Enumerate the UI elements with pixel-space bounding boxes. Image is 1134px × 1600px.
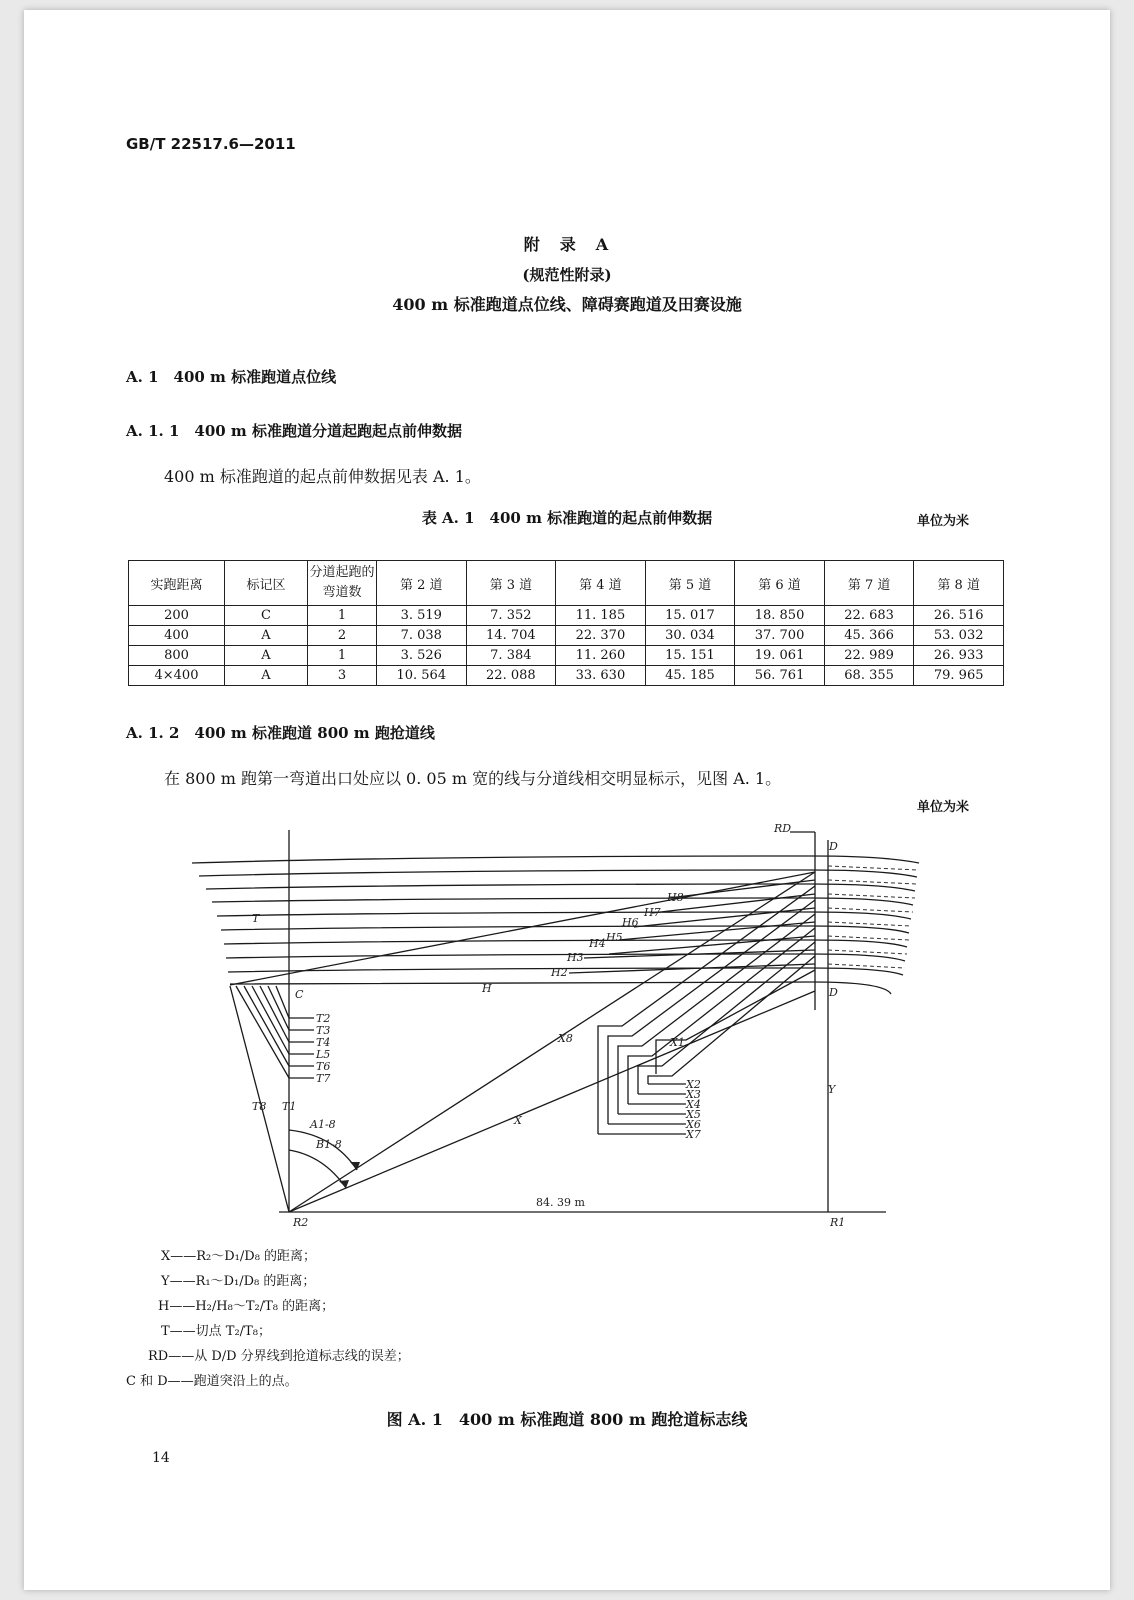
label-x8: X8 — [558, 1032, 573, 1045]
table-cell: 1 — [308, 606, 377, 626]
table-header: 分道起跑的弯道数 — [308, 561, 377, 606]
label-h3: H3 — [567, 951, 584, 964]
label-t4: T4 — [316, 1036, 331, 1049]
table-cell: 2 — [308, 626, 377, 646]
section-a12-text: 在 800 m 跑第一弯道出口处应以 0. 05 m 宽的线与分道线相交明显标示，见图 A. 1。 — [164, 769, 782, 788]
table-cell: 18. 850 — [735, 606, 825, 626]
table-header: 第 2 道 — [377, 561, 467, 606]
label-d-top: D — [829, 840, 838, 853]
table-header: 第 7 道 — [824, 561, 914, 606]
label-d-bottom: D — [829, 986, 838, 999]
figure-caption: 图 A. 1 400 m 标准跑道 800 m 跑抢道标志线 — [386, 1410, 748, 1429]
table-cell: A — [225, 646, 308, 666]
table-cell: 26. 516 — [914, 606, 1004, 626]
legend-item: C 和 D——跑道突沿上的点。 — [126, 1374, 298, 1389]
table-cell: 33. 630 — [556, 666, 646, 686]
table-cell: 200 — [129, 606, 225, 626]
label-t3: T3 — [316, 1024, 331, 1037]
table-header: 标记区 — [225, 561, 308, 606]
label-angle-a: A1-8 — [310, 1118, 336, 1131]
table-cell: 7. 352 — [466, 606, 556, 626]
label-t6: T6 — [316, 1060, 331, 1073]
table-cell: 7. 038 — [377, 626, 467, 646]
table-caption: 表 A. 1 400 m 标准跑道的起点前伸数据 — [421, 509, 713, 527]
table-cell: 1 — [308, 646, 377, 666]
label-x: X — [514, 1114, 522, 1127]
table-header: 第 8 道 — [914, 561, 1004, 606]
table-cell: 37. 700 — [735, 626, 825, 646]
table-cell: 56. 761 — [735, 666, 825, 686]
label-t1: T1 — [282, 1100, 297, 1113]
table-cell: 22. 088 — [466, 666, 556, 686]
label-h: H — [482, 982, 492, 995]
legend-item: X——R₂～D₁/D₈ 的距离； — [161, 1249, 317, 1264]
page-number: 14 — [152, 1450, 170, 1466]
table-cell: 800 — [129, 646, 225, 666]
table-cell: 22. 370 — [556, 626, 646, 646]
label-y: Y — [828, 1083, 836, 1096]
label-c: C — [295, 988, 304, 1001]
label-angle-b: B1-8 — [316, 1138, 342, 1151]
label-x3: X3 — [686, 1088, 701, 1101]
table-header: 第 3 道 — [466, 561, 556, 606]
table-cell: 26. 933 — [914, 646, 1004, 666]
table-header: 第 6 道 — [735, 561, 825, 606]
table-header: 第 4 道 — [556, 561, 646, 606]
label-r2: R2 — [293, 1216, 309, 1229]
table-cell: 15. 017 — [645, 606, 735, 626]
table-cell: A — [225, 666, 308, 686]
table-cell: 45. 366 — [824, 626, 914, 646]
label-x4: X4 — [686, 1098, 701, 1111]
table-cell: 30. 034 — [645, 626, 735, 646]
table-cell: 45. 185 — [645, 666, 735, 686]
table-cell: 7. 384 — [466, 646, 556, 666]
label-x5: X5 — [686, 1108, 701, 1121]
table-header: 第 5 道 — [645, 561, 735, 606]
label-t2: T2 — [316, 1012, 331, 1025]
table-cell: 3. 526 — [377, 646, 467, 666]
label-x7: X7 — [686, 1128, 701, 1141]
label-t7: T7 — [316, 1072, 331, 1085]
label-x1: X1 — [670, 1036, 685, 1049]
label-h8: H8 — [667, 891, 684, 904]
figure-unit: 单位为米 — [917, 800, 970, 815]
table-cell: C — [225, 606, 308, 626]
table-cell: 22. 683 — [824, 606, 914, 626]
table-cell: 4×400 — [129, 666, 225, 686]
table-cell: 11. 185 — [556, 606, 646, 626]
label-h2: H2 — [551, 966, 568, 979]
label-t: T — [252, 912, 260, 925]
table-cell: 53. 032 — [914, 626, 1004, 646]
label-distance: 84. 39 m — [536, 1196, 585, 1209]
legend-item: H——H₂/H₈～T₂/T₈ 的距离； — [158, 1299, 335, 1314]
label-r1: R1 — [830, 1216, 846, 1229]
standard-number: GB/T 22517.6—2011 — [126, 135, 296, 153]
label-t8: T8 — [252, 1100, 267, 1113]
table-cell: 22. 989 — [824, 646, 914, 666]
label-h4: H4 — [589, 937, 606, 950]
table-cell: 79. 965 — [914, 666, 1004, 686]
label-l5: L5 — [316, 1048, 331, 1061]
table-cell: 14. 704 — [466, 626, 556, 646]
table-cell: 19. 061 — [735, 646, 825, 666]
legend-item: RD——从 D/D 分界线到抢道标志线的误差； — [148, 1349, 410, 1364]
legend-item: Y——R₁～D₁/D₈ 的距离； — [161, 1274, 316, 1289]
table-cell: 3 — [308, 666, 377, 686]
label-h6: H6 — [622, 916, 639, 929]
table-cell: 11. 260 — [556, 646, 646, 666]
table-cell: 400 — [129, 626, 225, 646]
section-a1-heading: A. 1 400 m 标准跑道点位线 — [126, 368, 337, 386]
document-page — [24, 10, 1110, 1590]
table-cell: 68. 355 — [824, 666, 914, 686]
label-h7: H7 — [644, 906, 661, 919]
table-cell: A — [225, 626, 308, 646]
table-cell: 10. 564 — [377, 666, 467, 686]
label-x6: X6 — [686, 1118, 701, 1131]
table-cell: 3. 519 — [377, 606, 467, 626]
section-a11-heading: A. 1. 1 400 m 标准跑道分道起跑起点前伸数据 — [126, 422, 463, 440]
label-x2: X2 — [686, 1078, 701, 1091]
section-a11-text: 400 m 标准跑道的起点前伸数据见表 A. 1。 — [164, 467, 481, 486]
table-cell: 15. 151 — [645, 646, 735, 666]
appendix-subtitle: 400 m 标准跑道点位线、障碍赛跑道及田赛设施 — [392, 295, 742, 314]
table-unit: 单位为米 — [917, 514, 970, 529]
label-rd: RD — [774, 822, 792, 835]
appendix-title: 附 录 A — [523, 235, 611, 254]
section-a12-heading: A. 1. 2 400 m 标准跑道 800 m 跑抢道线 — [126, 724, 435, 742]
label-h5: H5 — [606, 931, 623, 944]
legend-item: T——切点 T₂/T₈； — [161, 1324, 271, 1339]
table-header: 实跑距离 — [129, 561, 225, 606]
lane-extensions — [828, 866, 919, 968]
diagram-linework — [192, 830, 919, 1212]
appendix-type: (规范性附录) — [522, 266, 612, 284]
